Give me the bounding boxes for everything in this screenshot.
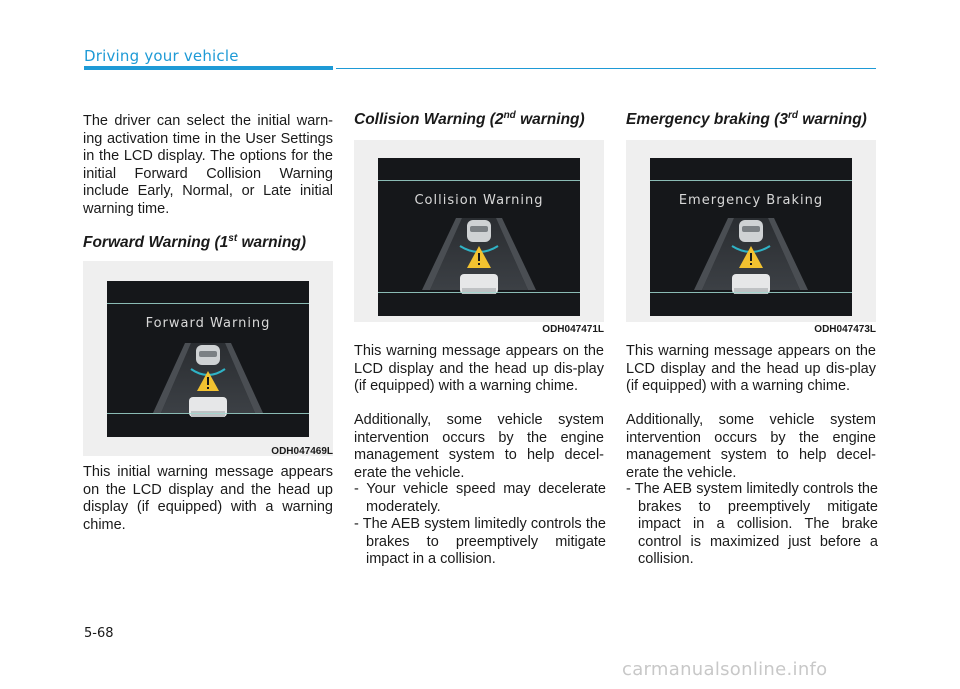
paragraph-1: This warning message appears on the LCD display and the head up dis-play (if equipped) with a warning chime. [626,343,876,394]
section-title: Driving your vehicle [84,47,239,65]
bullet-2: - The AEB system limitedly controls the brakes to preemptively mitigate impact in a collision. [354,516,606,567]
paragraph-1: This warning message appears on the LCD display and the head up dis-play (if equipped) with a warning chime. [354,343,604,394]
header-rule-thick [84,66,333,70]
bullet-1: - Your vehicle speed may decelerate moderately. [354,481,606,515]
figure-forward-warning [83,261,333,456]
lcd-screen-emergency-braking [650,158,852,316]
subhead-collision-warning: Collision Warning (2nd warning) [354,109,585,128]
subhead-forward-warning: Forward Warning (1st warning) [83,232,307,251]
watermark: carmanualsonline.info [622,659,828,680]
screen-title: Emergency Braking [678,193,824,208]
paragraph-2: Additionally, some vehicle system intervention occurs by the engine management system to help decel-erate the vehicle. [626,412,876,481]
bullet-1: - The AEB system limitedly controls the brakes to preemptively mitigate impact in a collision. The brake control is maximized just before a collision. [626,481,878,567]
header-rule-thin [336,68,876,69]
page-number: 5-68 [84,626,114,641]
figure-code: ODH047469L [271,446,333,457]
paragraph-2: Additionally, some vehicle system intervention occurs by the engine management system to help decel-erate the vehicle. [354,412,604,481]
figure-collision-warning [354,140,604,322]
lcd-screen-forward-warning [107,281,309,437]
intro-paragraph: The driver can select the initial warn-ing activation time in the User Settings in the LCD display. The options for the initial Forward Collision Warning include Early, Normal, or Late initial warning time. [83,113,333,217]
body-paragraph: This initial warning message appears on the LCD display and the head up display (if equipped) with a warning chime. [83,464,333,533]
figure-code: ODH047471L [542,324,604,335]
lcd-screen-collision-warning [378,158,580,316]
figure-emergency-braking [626,140,876,322]
figure-code: ODH047473L [814,324,876,335]
subhead-emergency-braking: Emergency braking (3rd warning) [626,109,867,128]
screen-title: Forward Warning [145,316,271,331]
screen-title: Collision Warning [414,193,544,208]
